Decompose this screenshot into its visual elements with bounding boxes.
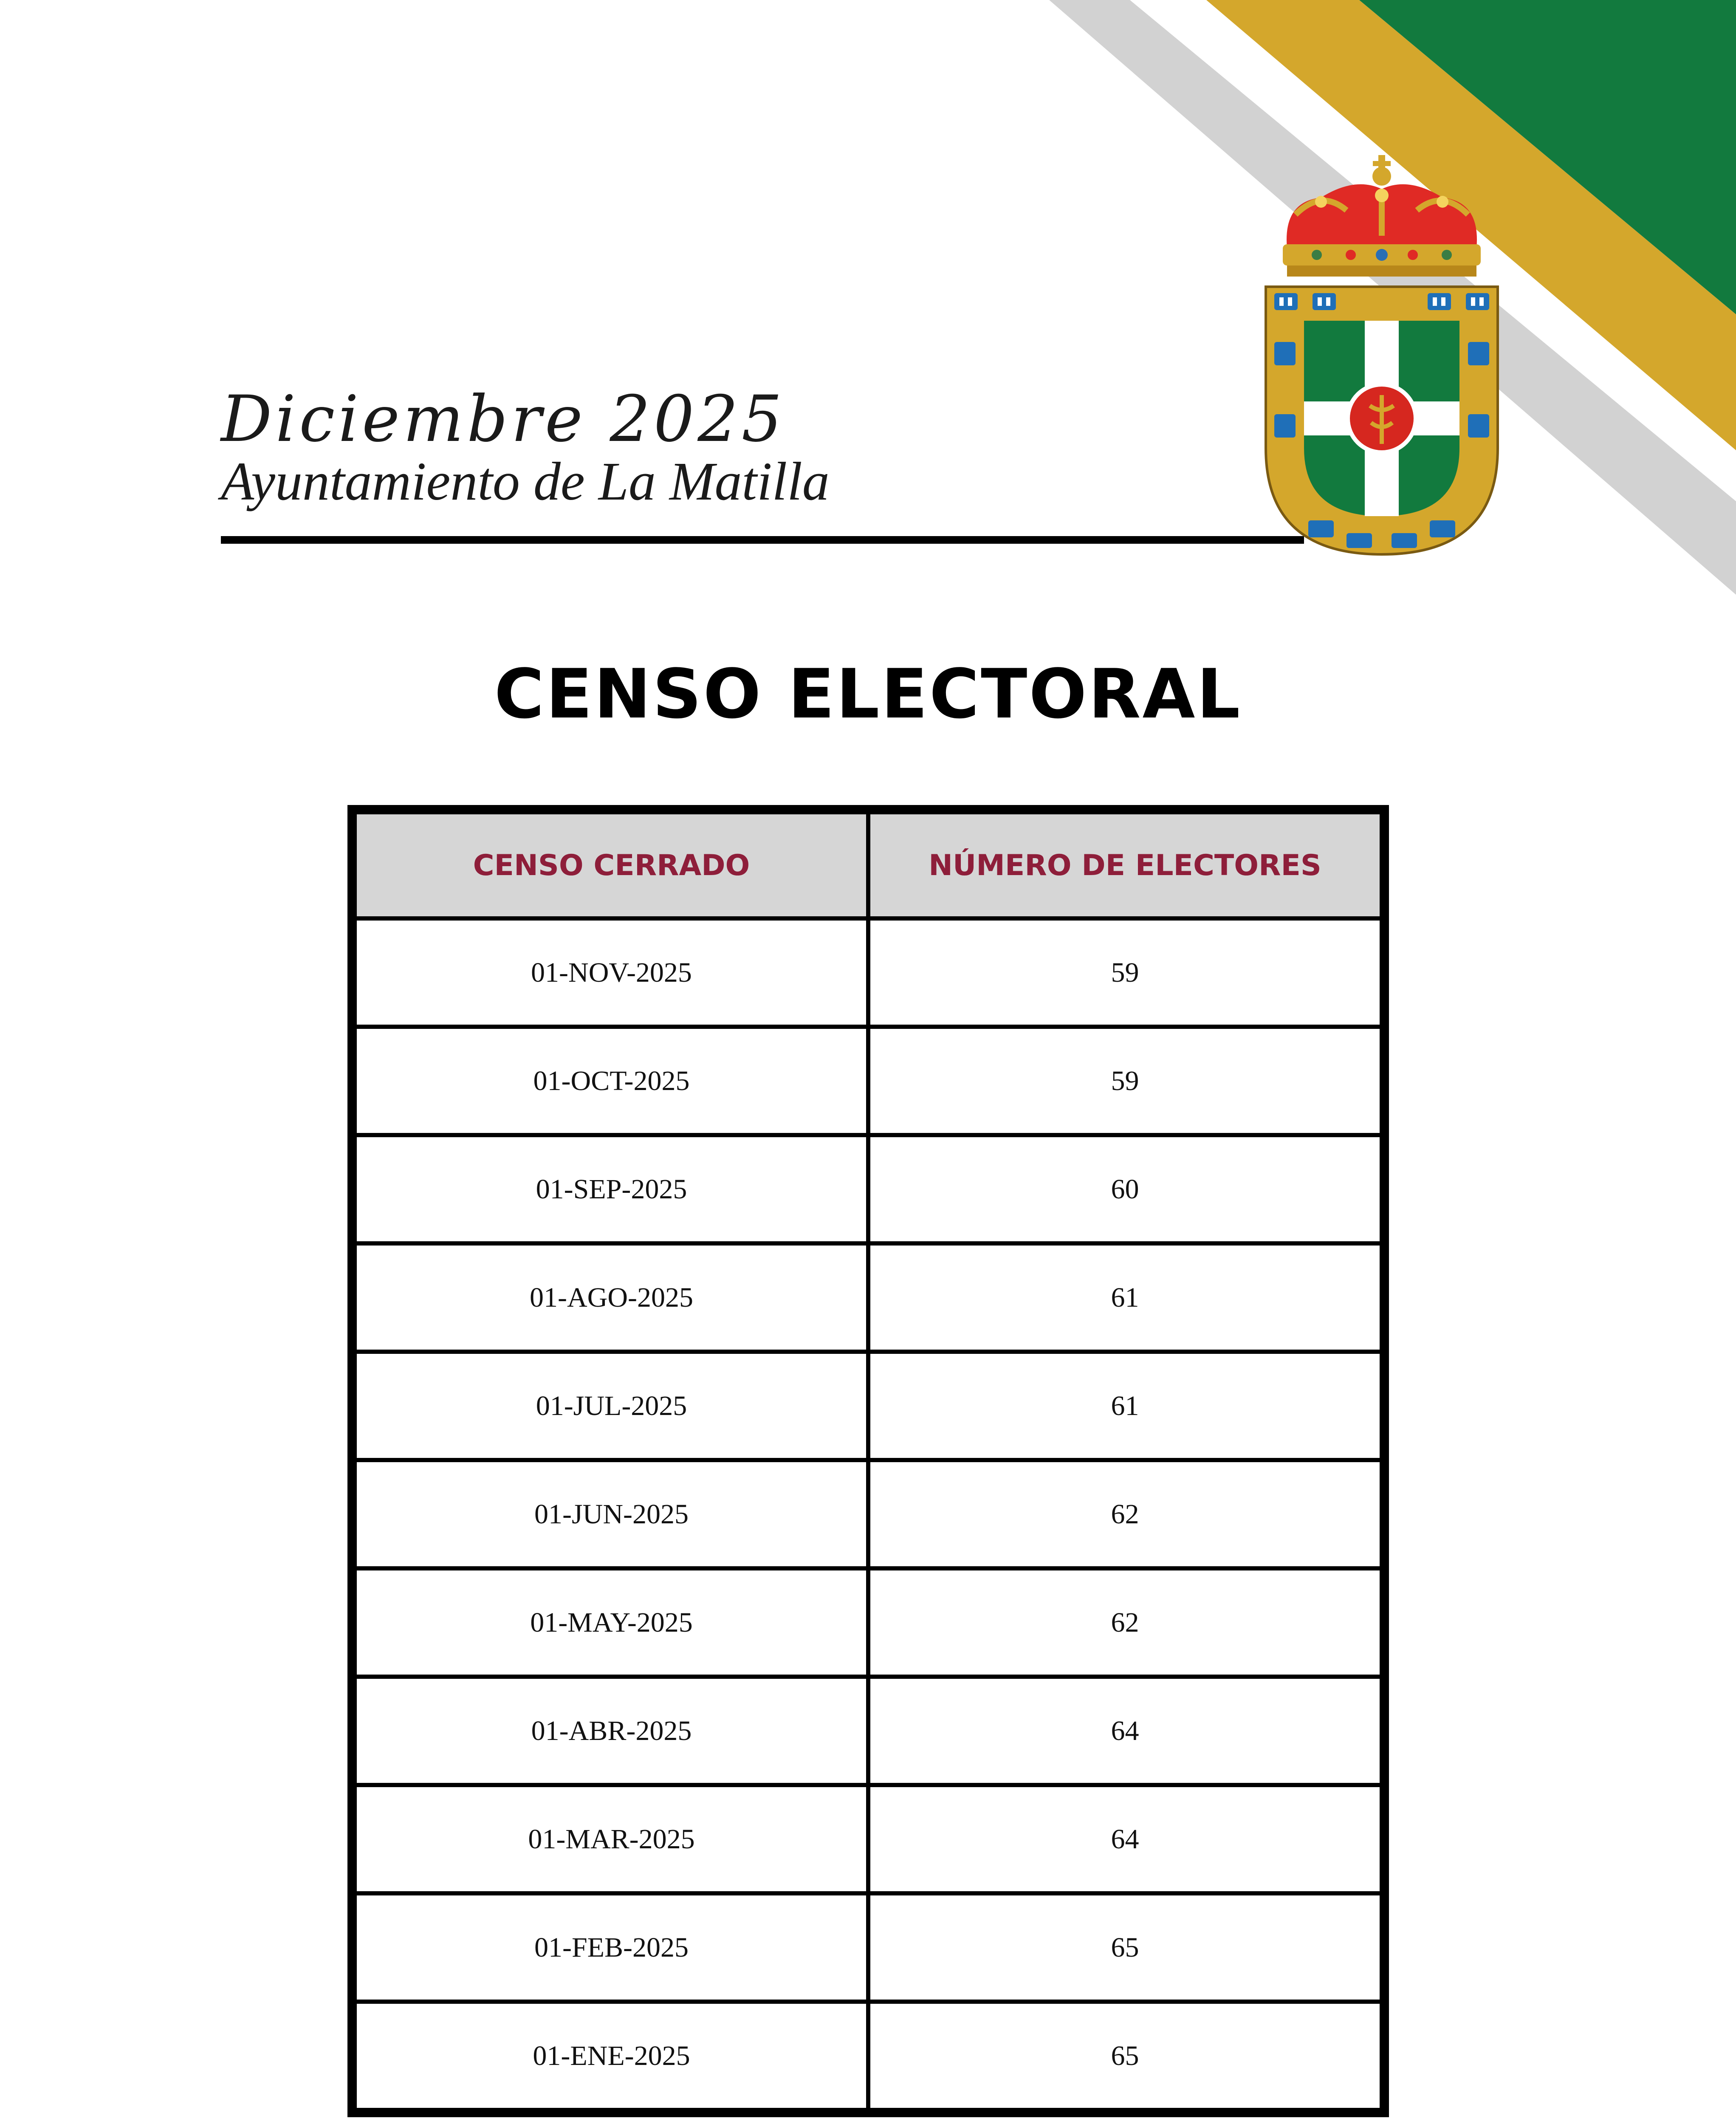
table-row: [352, 1243, 1384, 1352]
voter-count-cell: 65: [868, 2002, 1384, 2113]
voter-count-cell: 61: [868, 1352, 1384, 1460]
table-header-row: [352, 810, 1384, 918]
census-date-cell: 01-JUN-2025: [352, 1460, 868, 1568]
voter-count-cell: 61: [868, 1243, 1384, 1352]
table-row: [352, 1568, 1384, 1677]
census-table: [347, 805, 1389, 2117]
column-header-census-date: CENSO CERRADO: [352, 810, 868, 918]
census-date-cell: 01-JUL-2025: [352, 1352, 868, 1460]
census-date-cell: 01-NOV-2025: [352, 918, 868, 1027]
header-organization: Ayuntamiento de La Matilla: [221, 451, 830, 511]
census-date-cell: 01-MAR-2025: [352, 1785, 868, 1893]
census-date-cell: 01-ABR-2025: [352, 1677, 868, 1785]
column-header-voter-count: NÚMERO DE ELECTORES: [868, 810, 1384, 918]
table-row: [352, 1352, 1384, 1460]
table-row: [352, 2002, 1384, 2113]
table-row: [352, 1893, 1384, 2002]
document-title: CENSO ELECTORAL: [494, 654, 1242, 734]
census-date-cell: 01-SEP-2025: [352, 1135, 868, 1243]
voter-count-cell: 60: [868, 1135, 1384, 1243]
voter-count-cell: 62: [868, 1568, 1384, 1677]
voter-count-cell: 64: [868, 1785, 1384, 1893]
voter-count-cell: 65: [868, 1893, 1384, 2002]
table-row: [352, 1677, 1384, 1785]
header-date: Diciembre 2025: [221, 382, 786, 456]
table-row: [352, 1785, 1384, 1893]
census-date-cell: 01-MAY-2025: [352, 1568, 868, 1677]
table-row: [352, 1460, 1384, 1568]
census-date-cell: 01-AGO-2025: [352, 1243, 868, 1352]
table-row: [352, 918, 1384, 1027]
table-row: [352, 1027, 1384, 1135]
voter-count-cell: 59: [868, 1027, 1384, 1135]
census-date-cell: 01-FEB-2025: [352, 1893, 868, 2002]
table-row: [352, 1135, 1384, 1243]
voter-count-cell: 64: [868, 1677, 1384, 1785]
voter-count-cell: 59: [868, 918, 1384, 1027]
coat-of-arms-icon: [1257, 151, 1525, 559]
header-divider: [221, 536, 1304, 544]
census-date-cell: 01-ENE-2025: [352, 2002, 868, 2113]
voter-count-cell: 62: [868, 1460, 1384, 1568]
census-date-cell: 01-OCT-2025: [352, 1027, 868, 1135]
